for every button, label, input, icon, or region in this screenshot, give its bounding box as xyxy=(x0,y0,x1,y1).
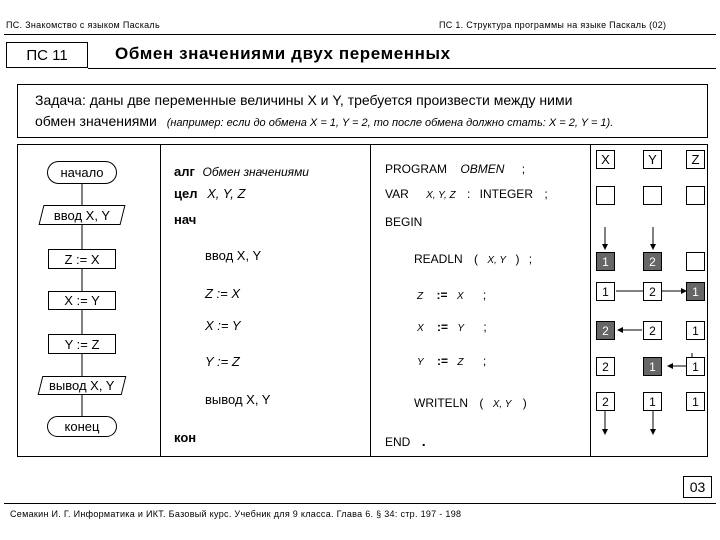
task-line-2-main: обмен значениями xyxy=(35,113,157,129)
pas-assign-3-op: := xyxy=(437,354,449,368)
page-title: Обмен значениями двух переменных xyxy=(115,44,451,63)
flow-output-label: вывод X, Y xyxy=(49,378,115,393)
pas-assign-1-semi: ; xyxy=(482,288,487,302)
flow-step-2-label: X := Y xyxy=(64,293,100,308)
footer-citation: Семакин И. Г. Информатика и ИКТ. Базовый курс. Учебник для 9 класса. Глава 6. § 34: стр. 197 - 198 xyxy=(10,509,462,519)
trace-cell-r3-x: 2 xyxy=(596,321,615,340)
pas-var-type: INTEGER xyxy=(479,187,533,201)
trace-cell-r5-y: 1 xyxy=(643,392,662,411)
pas-program-line xyxy=(385,162,525,176)
flow-end-label: конец xyxy=(64,419,100,434)
alg-end: кон xyxy=(174,430,197,445)
trace-cell-r5-x: 2 xyxy=(596,392,615,411)
pas-var-semi: ; xyxy=(544,187,548,201)
flow-start xyxy=(47,161,117,184)
alg-line-5: вывод X, Y xyxy=(205,392,271,407)
trace-cell-r3-z: 1 xyxy=(686,321,705,340)
trace-header-y: Y xyxy=(643,150,662,169)
trace-cell-r1-y: 2 xyxy=(643,252,662,271)
pas-writeln-line xyxy=(414,396,527,410)
pas-readln-args: X, Y xyxy=(487,255,507,266)
slide-badge-label: ПС 11 xyxy=(26,46,68,64)
trace-cell-r3-y: 2 xyxy=(643,321,662,340)
pas-assign-3-left: Y xyxy=(417,357,424,368)
alg-header xyxy=(174,164,309,179)
trace-cell-r2-x: 1 xyxy=(596,282,615,301)
flow-input-label: ввод X, Y xyxy=(53,207,111,223)
pas-assign-3 xyxy=(417,354,486,368)
pas-readln-line xyxy=(414,252,532,266)
pas-assign-1-left: Z xyxy=(417,291,424,302)
trace-cell-r0-y xyxy=(643,186,662,205)
pas-readln-close: ) xyxy=(515,252,520,266)
header-right: ПС 1. Структура программы на языке Паскаль (02) xyxy=(439,20,667,30)
alg-begin: нач xyxy=(174,212,197,227)
page-number-box xyxy=(683,476,712,498)
pas-assign-1-right: X xyxy=(456,291,464,302)
trace-cell-r1-z xyxy=(686,252,705,271)
trace-cell-r2-y: 2 xyxy=(643,282,662,301)
pas-end: END xyxy=(385,435,411,449)
trace-cell-r4-x: 2 xyxy=(596,357,615,376)
trace-cell-r5-z: 1 xyxy=(686,392,705,411)
pas-assign-2-op: := xyxy=(437,320,449,334)
pas-program-name: OBMEN xyxy=(460,162,505,176)
flow-step-3-label: Y := Z xyxy=(64,336,100,352)
pas-readln-open: ( xyxy=(474,252,479,266)
pas-writeln-open: ( xyxy=(479,396,484,410)
pas-writeln-close: ) xyxy=(522,396,527,410)
trace-cell-r0-x xyxy=(596,186,615,205)
pas-end-dot: . xyxy=(421,433,426,449)
alg-var-keyword: цел xyxy=(174,186,198,201)
alg-var-list: X, Y, Z xyxy=(207,186,246,201)
pas-writeln-kw: WRITELN xyxy=(414,396,468,410)
flow-step-3 xyxy=(48,334,116,354)
pas-assign-3-right: Z xyxy=(457,357,464,368)
trace-cell-r1-x: 1 xyxy=(596,252,615,271)
flow-step-1-label: Z := X xyxy=(64,251,100,267)
pas-begin: BEGIN xyxy=(385,215,423,229)
trace-cell-r4-z: 1 xyxy=(686,357,705,376)
trace-cell-r2-z: 1 xyxy=(686,282,705,301)
task-example: (например: если до обмена X = 1, Y = 2, то после обмена должно стать: X = 2, Y = 1). xyxy=(166,117,614,129)
flow-start-label: начало xyxy=(60,165,104,180)
pas-assign-1 xyxy=(417,288,486,302)
flow-input xyxy=(39,205,126,225)
flow-end xyxy=(47,416,117,437)
pas-readln-semi: ; xyxy=(528,252,533,266)
footer-divider xyxy=(4,503,716,504)
alg-line-3: X := Y xyxy=(205,318,241,333)
page-number: 03 xyxy=(689,479,706,495)
alg-keyword: алг xyxy=(174,164,195,179)
alg-line-1: ввод X, Y xyxy=(205,248,262,263)
pas-readln-kw: READLN xyxy=(414,252,463,266)
pas-end-line xyxy=(385,433,426,449)
pas-assign-2-right: Y xyxy=(457,323,465,334)
pas-program-semi: ; xyxy=(521,162,526,176)
header-left: ПС. Знакомство с языком Паскаль xyxy=(6,20,160,30)
pas-assign-2-left: X xyxy=(417,323,424,334)
pas-var-line xyxy=(385,187,548,201)
flow-step-1 xyxy=(48,249,116,269)
alg-name: Обмен значениями xyxy=(202,165,309,179)
alg-line-2: Z := X xyxy=(205,286,241,301)
pas-var-colon: : xyxy=(466,187,471,201)
trace-cell-r4-y: 1 xyxy=(643,357,662,376)
trace-header-z: Z xyxy=(686,150,705,169)
pas-program-kw: PROGRAM xyxy=(385,162,448,176)
trace-header-x: X xyxy=(596,150,615,169)
flow-step-2 xyxy=(48,291,116,310)
pas-assign-1-op: := xyxy=(436,288,448,302)
pas-assign-3-semi: ; xyxy=(482,354,487,368)
pas-var-list: X, Y, Z xyxy=(426,190,456,201)
trace-cell-r0-z xyxy=(686,186,705,205)
pas-writeln-args: X, Y xyxy=(492,399,512,410)
pas-var-kw: VAR xyxy=(385,187,409,201)
pas-assign-2 xyxy=(417,320,487,334)
flow-output xyxy=(38,376,127,395)
alg-line-4: Y := Z xyxy=(205,354,240,369)
pas-assign-2-semi: ; xyxy=(483,320,487,334)
alg-vars xyxy=(174,186,245,201)
task-line-1: Задача: даны две переменные величины X и Y, требуется произвести между ними xyxy=(35,92,573,108)
